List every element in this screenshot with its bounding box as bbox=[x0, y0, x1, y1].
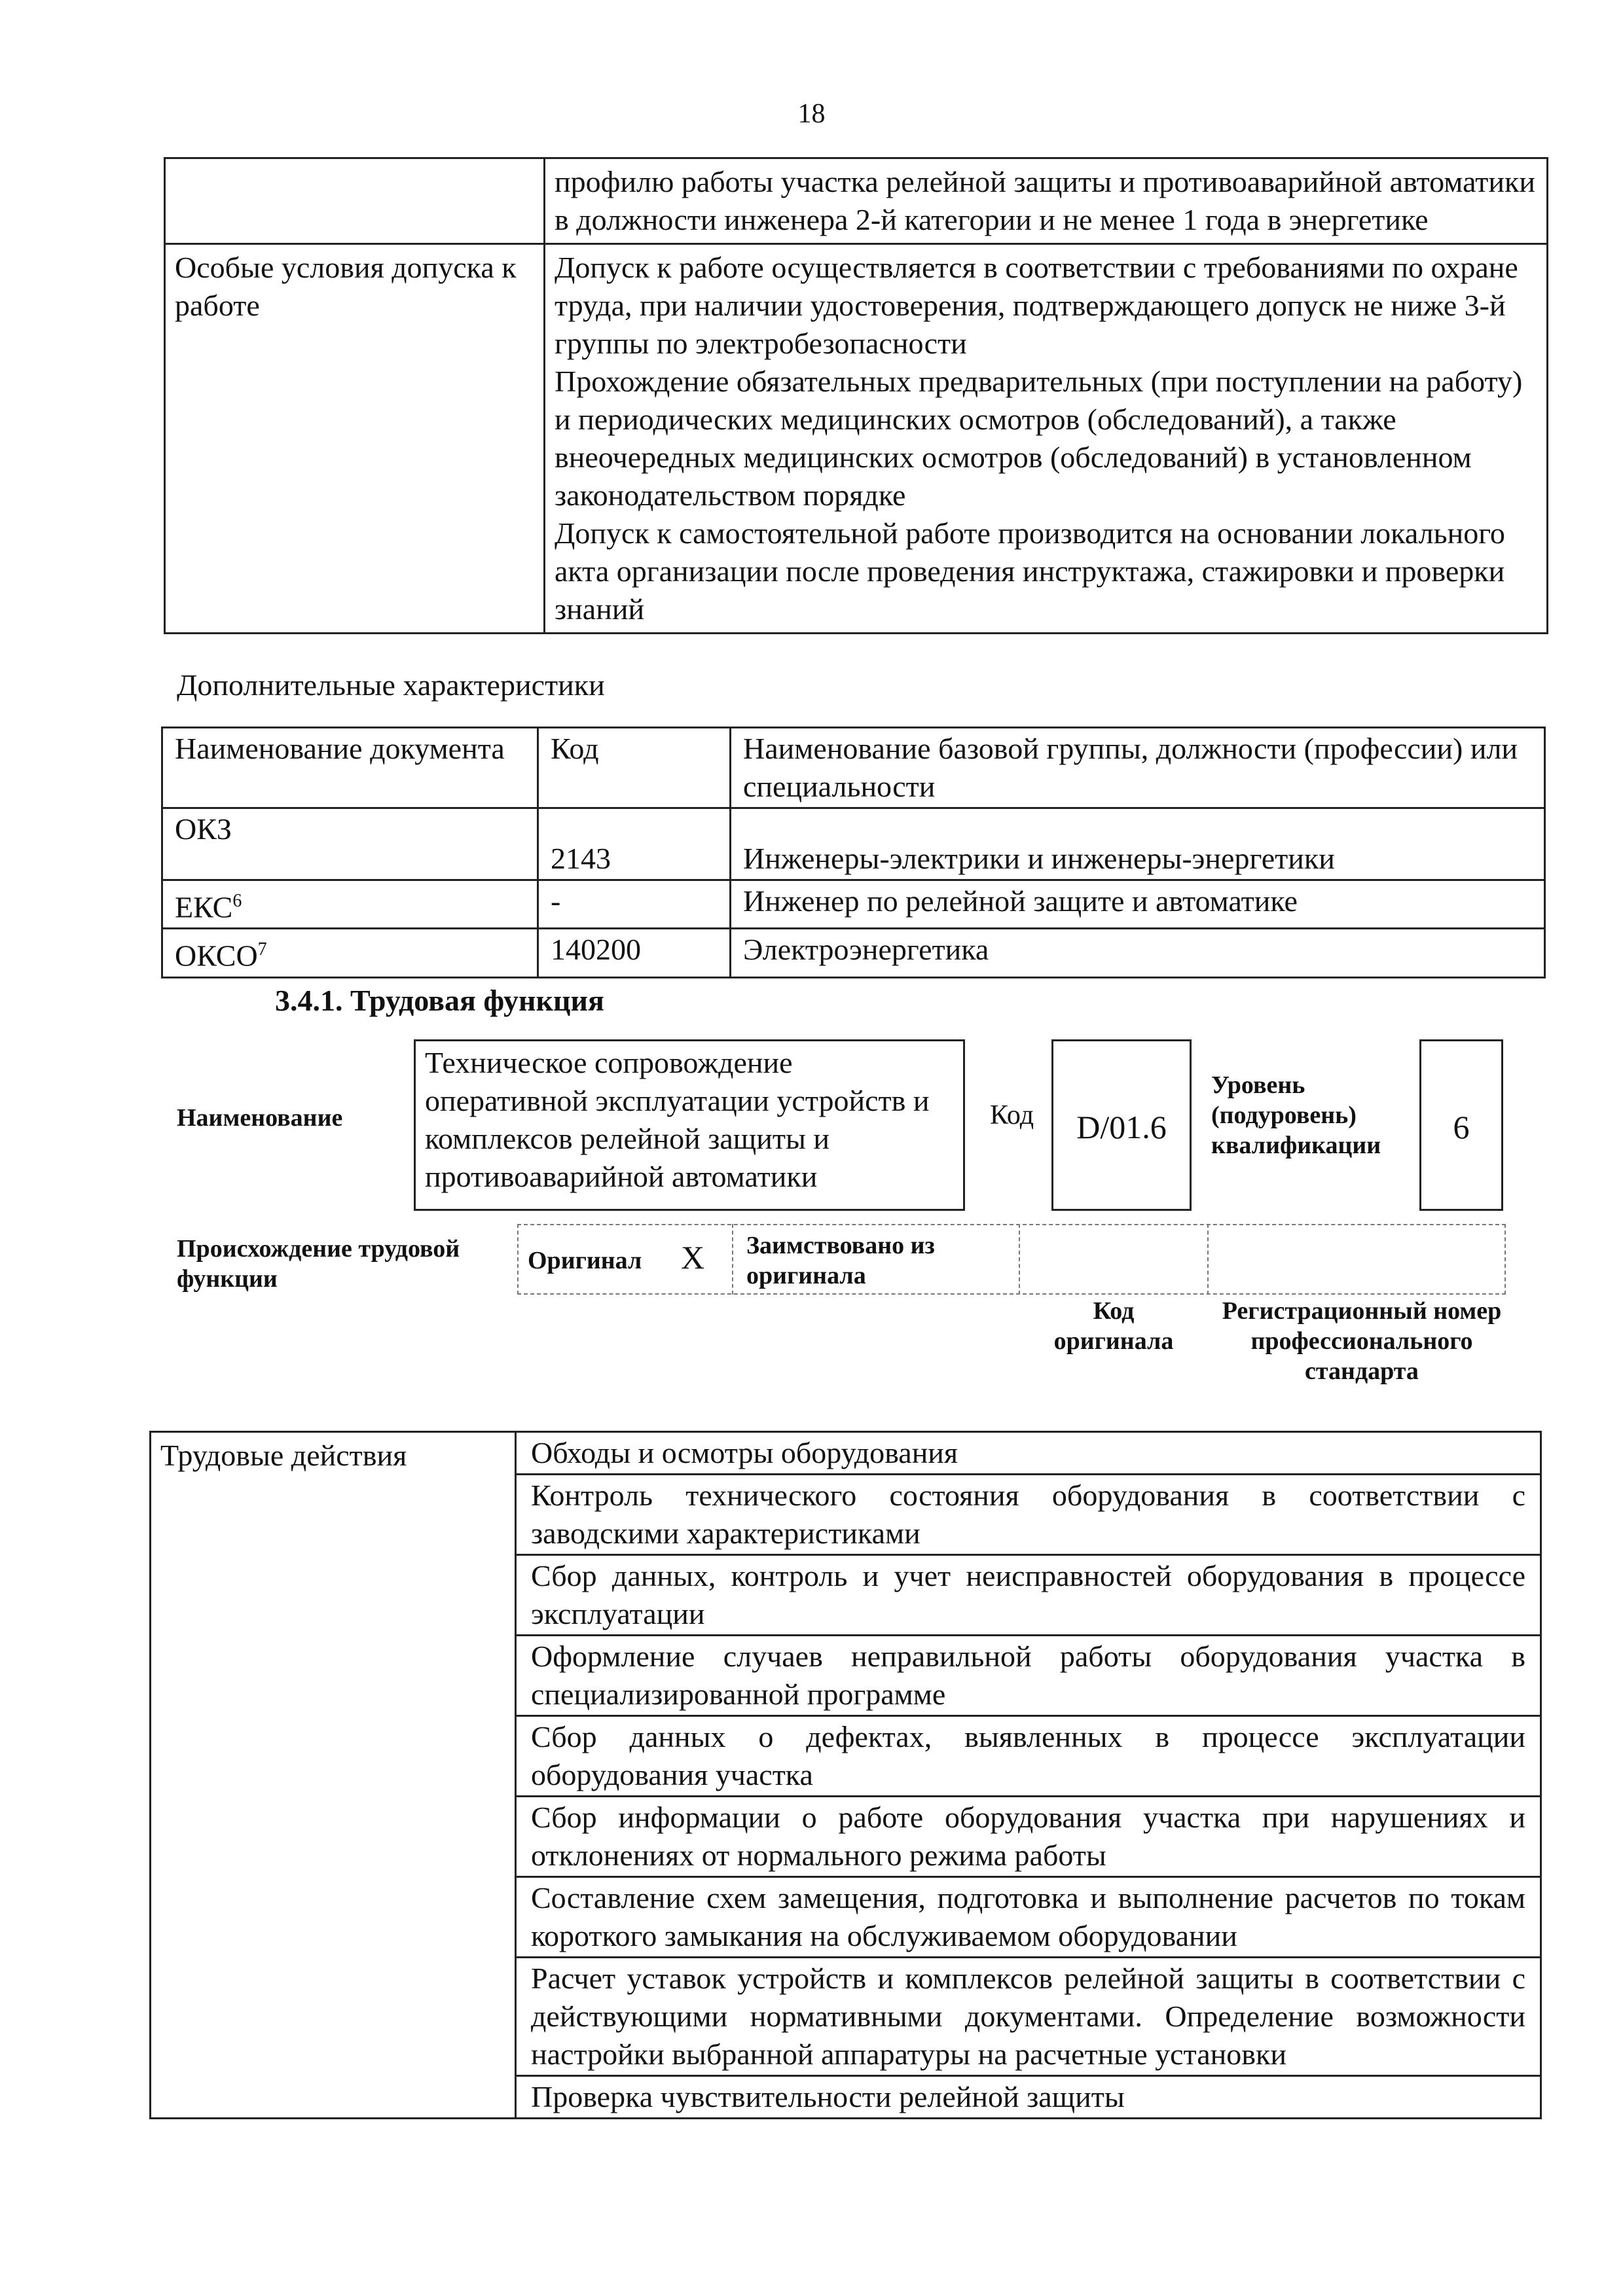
extra-characteristics-heading: Дополнительные характеристики bbox=[177, 668, 605, 702]
admission-table bbox=[164, 157, 1548, 634]
row-text: Допуск к работе осуществляется в соответствии с требованиями по охране труда, при наличии удостоверения, подтверждающего допуск не ниже 3-й группы по электробезопасности Прохождение обязательных предварительных (при поступлении на работу) и периодических медицинских осмотров (обследований), а также внеочередных медицинских осмотров (обследований) в установленном законодательством порядке Допуск к самостоятельной работе производится на основании локального акта организации после проведения инструктажа, стажировки и проверки знаний bbox=[545, 244, 1548, 634]
page-number: 18 bbox=[797, 99, 826, 129]
action-item: Сбор данных о дефектах, выявленных в процессе эксплуатации оборудования участка bbox=[516, 1716, 1541, 1797]
header-name: Наименование базовой группы, должности (профессии) или специальности bbox=[731, 728, 1545, 808]
table-row bbox=[165, 158, 1548, 244]
action-item: Составление схем замещения, подготовка и выполнение расчетов по токам короткого замыкания на обслуживаемом оборудовании bbox=[516, 1877, 1541, 1958]
header-code: Код bbox=[538, 728, 731, 808]
action-item: Сбор данных, контроль и учет неисправностей оборудования в процессе эксплуатации bbox=[516, 1555, 1541, 1636]
table-row bbox=[151, 1432, 1541, 1475]
function-name-value: Техническое сопровождение оперативной эксплуатации устройств и комплексов релейной защиты и противоаварийной автоматики bbox=[425, 1046, 930, 1193]
cell-code: 140200 bbox=[538, 929, 731, 977]
row-label: Особые условия допуска к работе bbox=[165, 244, 545, 634]
labor-function-heading: 3.4.1. Трудовая функция bbox=[275, 984, 604, 1017]
level-value: 6 bbox=[1453, 1109, 1470, 1145]
extra-characteristics-table bbox=[161, 726, 1546, 978]
action-item: Сбор информации о работе оборудования участка при нарушениях и отклонениях от нормального режима работы bbox=[516, 1797, 1541, 1877]
level-box bbox=[1419, 1039, 1503, 1211]
code-label: Код bbox=[990, 1100, 1034, 1130]
origin-divider bbox=[1019, 1224, 1020, 1295]
table-row bbox=[162, 808, 1545, 880]
table-row bbox=[165, 244, 1548, 634]
row-label bbox=[165, 158, 545, 244]
header-document: Наименование документа bbox=[162, 728, 538, 808]
cell-code: - bbox=[538, 880, 731, 929]
cell-code: 2143 bbox=[538, 808, 731, 880]
cell-name: Инженеры-электрики и инженеры-энергетики bbox=[731, 808, 1545, 880]
action-item: Оформление случаев неправильной работы оборудования участка в специализированной программе bbox=[516, 1636, 1541, 1716]
cell-doc: ЕКС$^6$ bbox=[162, 880, 538, 929]
function-name-box bbox=[414, 1039, 965, 1211]
origin-divider bbox=[1207, 1224, 1209, 1295]
code-original-caption: Код оригинала bbox=[1053, 1297, 1174, 1355]
level-label: Уровень (подуровень) квалификации bbox=[1211, 1071, 1381, 1159]
action-item: Проверка чувствительности релейной защиты bbox=[516, 2076, 1541, 2119]
table-row bbox=[162, 929, 1545, 977]
name-label: Наименование bbox=[177, 1104, 343, 1132]
action-item: Расчет уставок устройств и комплексов релейной защиты в соответствии с действующими нормативными документами. Определение возможности настройки выбранной аппаратуры на расчетные установки bbox=[516, 1958, 1541, 2076]
cell-doc: ОКЗ bbox=[162, 808, 538, 880]
origin-row-box bbox=[517, 1224, 1506, 1295]
code-box bbox=[1051, 1039, 1192, 1211]
cell-name: Инженер по релейной защите и автоматике bbox=[731, 880, 1545, 929]
actions-label: Трудовые действия bbox=[151, 1432, 516, 2119]
original-label: Оригинал bbox=[528, 1247, 642, 1274]
table-row bbox=[162, 880, 1545, 929]
action-item: Обходы и осмотры оборудования bbox=[516, 1432, 1541, 1475]
original-mark: X bbox=[681, 1239, 705, 1276]
cell-doc: ОКСО$^7$ bbox=[162, 929, 538, 977]
row-text: профилю работы участка релейной защиты и противоаварийной автоматики в должности инженера 2-й категории и не менее 1 года в энергетике bbox=[545, 158, 1548, 244]
cell-name: Электроэнергетика bbox=[731, 929, 1545, 977]
action-item: Контроль технического состояния оборудования в соответствии с заводскими характеристиками bbox=[516, 1475, 1541, 1555]
origin-label: Происхождение трудовой функции bbox=[177, 1235, 460, 1293]
code-value: D/01.6 bbox=[1076, 1109, 1167, 1145]
registration-number-caption: Регистрационный номер профессионального стандарта bbox=[1222, 1297, 1502, 1385]
origin-divider bbox=[732, 1224, 733, 1295]
labor-actions-table bbox=[149, 1431, 1542, 2119]
table-header-row bbox=[162, 728, 1545, 808]
borrowed-label: Заимствовано из оригинала bbox=[746, 1232, 935, 1289]
